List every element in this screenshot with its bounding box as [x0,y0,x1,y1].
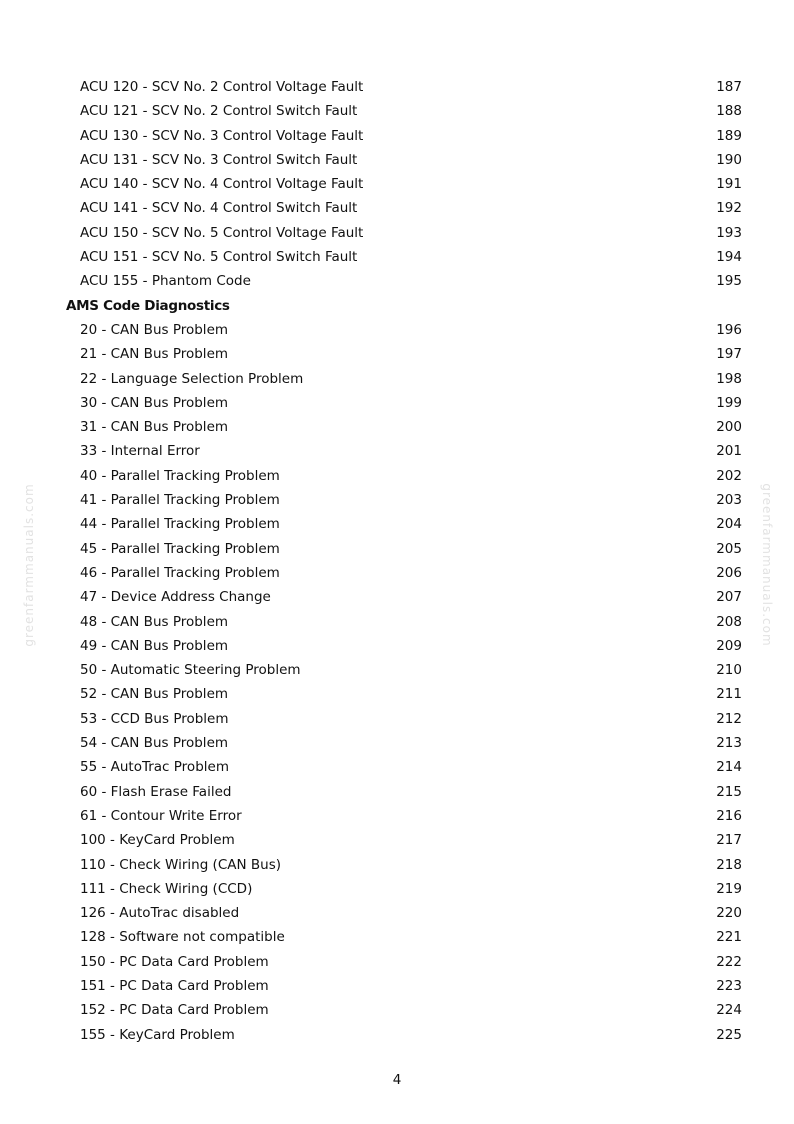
toc-entry-page-number: 225 [716,1026,742,1043]
toc-entry[interactable] [0,464,794,488]
toc-entry[interactable] [0,439,794,463]
toc-entry-title: 30 - CAN Bus Problem [80,394,229,411]
toc-entry-page-number: 207 [716,589,742,606]
toc-entry-page-number: 204 [716,516,742,533]
toc-entry-page-number: 218 [716,856,742,873]
toc-entry-title: 49 - CAN Bus Problem [80,637,229,654]
toc-entry[interactable] [0,610,794,634]
toc-entry-title: 48 - CAN Bus Problem [80,613,229,630]
toc-entry-page-number: 193 [716,224,742,241]
toc-entry-page-number: 210 [716,662,742,679]
section-heading-title: AMS Code Diagnostics [66,297,230,314]
toc-entry-title: 40 - Parallel Tracking Problem [80,467,280,484]
toc-entry-page-number: 217 [716,832,742,849]
toc-entry[interactable] [0,221,794,245]
toc-entry-page-number: 187 [716,79,742,95]
toc-entry[interactable] [0,755,794,779]
toc-entry[interactable] [0,488,794,512]
toc-entry-page-number: 211 [716,686,742,703]
toc-entry-title: ACU 130 - SCV No. 3 Control Voltage Fault [80,127,364,144]
toc-entry[interactable] [0,512,794,536]
toc-entry-page-number: 206 [716,564,742,581]
toc-section-heading [0,294,794,318]
toc-entry[interactable] [0,75,794,99]
toc-entry-page-number: 198 [716,370,742,387]
toc-entry-title: 46 - Parallel Tracking Problem [80,564,280,581]
toc-entry-title: ACU 150 - SCV No. 5 Control Voltage Fault [80,224,364,241]
toc-entry-page-number: 221 [716,929,742,946]
toc-entry[interactable] [0,1023,794,1047]
toc-entry-title: ACU 131 - SCV No. 3 Control Switch Fault [80,151,358,168]
toc-entry-page-number: 191 [716,176,742,193]
toc-entry-title: 126 - AutoTrac disabled [80,905,240,922]
toc-entry[interactable] [0,780,794,804]
toc-entry-title: 55 - AutoTrac Problem [80,759,229,776]
toc-entry-title: 21 - CAN Bus Problem [80,346,229,363]
toc-entry-title: ACU 120 - SCV No. 2 Control Voltage Fault [80,79,364,95]
watermark-right: greenfarmmanuals.com [760,483,774,647]
toc-entry-title: ACU 151 - SCV No. 5 Control Switch Fault [80,249,358,266]
toc-entry-page-number: 199 [716,394,742,411]
toc-entry[interactable] [0,415,794,439]
toc-entry-title: 111 - Check Wiring (CCD) [80,880,253,897]
toc-entry-page-number: 195 [716,273,742,290]
toc-entry-title: 47 - Device Address Change [80,589,271,606]
toc-entry-page-number: 201 [716,443,742,460]
toc-entry-title: ACU 155 - Phantom Code [80,273,251,290]
toc-entry-title: 128 - Software not compatible [80,929,285,946]
toc-entry[interactable] [0,731,794,755]
toc-entry[interactable] [0,853,794,877]
toc-entry[interactable] [0,367,794,391]
toc-entry-page-number: 192 [716,200,742,217]
toc-entry-title: 41 - Parallel Tracking Problem [80,492,280,509]
toc-entry-page-number: 223 [716,977,742,994]
toc-entry-page-number: 219 [716,880,742,897]
toc-entry-page-number: 197 [716,346,742,363]
toc-entry[interactable] [0,974,794,998]
toc-entry-title: 52 - CAN Bus Problem [80,686,229,703]
toc-entry-page-number: 196 [716,321,742,338]
toc-entry-page-number: 214 [716,759,742,776]
toc-entry-title: ACU 140 - SCV No. 4 Control Voltage Fault [80,176,364,193]
toc-entry[interactable] [0,99,794,123]
toc-entry-page-number: 205 [716,540,742,557]
toc-entry-page-number: 188 [716,103,742,120]
toc-entry[interactable] [0,245,794,269]
toc-entry-title: 31 - CAN Bus Problem [80,419,229,436]
toc-entry[interactable] [0,342,794,366]
toc-entry-title: 60 - Flash Erase Failed [80,783,232,800]
toc-entry-title: 151 - PC Data Card Problem [80,977,269,994]
toc-entry-page-number: 189 [716,127,742,144]
toc-entry-title: 155 - KeyCard Problem [80,1026,235,1043]
toc-entry[interactable] [0,804,794,828]
table-of-contents [0,75,794,1047]
toc-entry-page-number: 209 [716,637,742,654]
toc-entry-page-number: 190 [716,151,742,168]
toc-entry-title: 150 - PC Data Card Problem [80,953,269,970]
toc-entry-page-number: 194 [716,249,742,266]
toc-entry-page-number: 203 [716,492,742,509]
toc-entry[interactable] [0,391,794,415]
toc-entry-page-number: 212 [716,710,742,727]
toc-entry[interactable] [0,682,794,706]
toc-entry-title: 100 - KeyCard Problem [80,832,235,849]
toc-entry-title: 110 - Check Wiring (CAN Bus) [80,856,281,873]
toc-entry-title: 22 - Language Selection Problem [80,370,304,387]
toc-entry[interactable] [0,124,794,148]
toc-entry-title: 152 - PC Data Card Problem [80,1002,269,1019]
toc-entry-title: ACU 121 - SCV No. 2 Control Switch Fault [80,103,358,120]
toc-entry-title: 33 - Internal Error [80,443,200,460]
toc-entry[interactable] [0,561,794,585]
toc-entry[interactable] [0,658,794,682]
toc-entry[interactable] [0,634,794,658]
toc-entry[interactable] [0,950,794,974]
toc-entry-title: 20 - CAN Bus Problem [80,321,229,338]
toc-entry[interactable] [0,925,794,949]
toc-entry-title: 44 - Parallel Tracking Problem [80,516,280,533]
toc-entry-title: 53 - CCD Bus Problem [80,710,229,727]
toc-entry-title: ACU 141 - SCV No. 4 Control Switch Fault [80,200,358,217]
page-number: 4 [392,1072,402,1088]
toc-entry[interactable] [0,172,794,196]
toc-entry[interactable] [0,196,794,220]
toc-entry-page-number: 202 [716,467,742,484]
toc-entry[interactable] [0,537,794,561]
watermark-left: greenfarmmanuals.com [22,483,36,647]
toc-entry[interactable] [0,148,794,172]
toc-entry-page-number: 213 [716,735,742,752]
toc-entry-page-number: 224 [716,1002,742,1019]
toc-entry-title: 45 - Parallel Tracking Problem [80,540,280,557]
toc-entry[interactable] [0,998,794,1022]
toc-entry-page-number: 208 [716,613,742,630]
toc-entry[interactable] [0,269,794,293]
toc-entry-page-number: 200 [716,419,742,436]
toc-entry-page-number: 216 [716,807,742,824]
toc-entry[interactable] [0,901,794,925]
toc-entry[interactable] [0,828,794,852]
toc-entry[interactable] [0,318,794,342]
toc-entry-page-number: 215 [716,783,742,800]
toc-entry-page-number: 222 [716,953,742,970]
toc-entry[interactable] [0,707,794,731]
toc-entry-title: 50 - Automatic Steering Problem [80,662,301,679]
toc-entry-page-number: 220 [716,905,742,922]
toc-entry-title: 54 - CAN Bus Problem [80,735,229,752]
toc-entry-title: 61 - Contour Write Error [80,807,242,824]
toc-entry[interactable] [0,585,794,609]
toc-entry[interactable] [0,877,794,901]
